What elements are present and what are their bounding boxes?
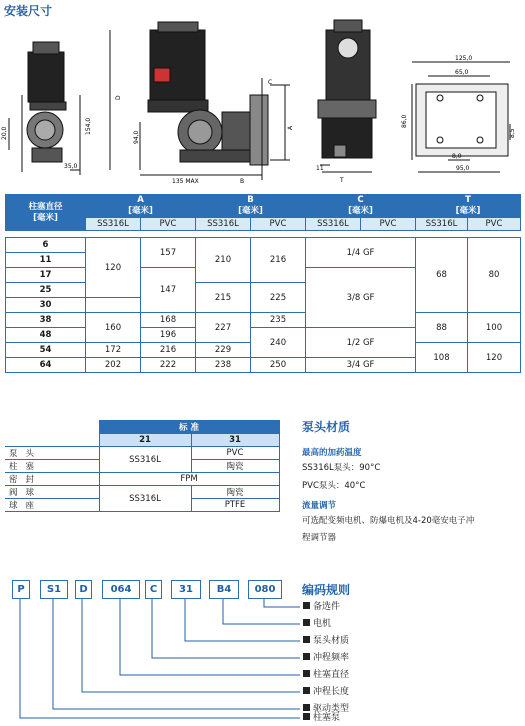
max-temp-title: 最高的加药温度 (302, 448, 362, 458)
materials-cell: 陶瓷 (191, 460, 279, 473)
legend-item: 泵头材质 (303, 635, 349, 647)
side-view-drawing (318, 20, 376, 172)
legend-item: 驱动类型 (303, 703, 349, 715)
temp-pvc-text: PVC泵头：40°C (302, 481, 366, 491)
materials-cell: SS316L (99, 447, 191, 473)
materials-header: 标 准 (99, 421, 279, 434)
dim-label: A (287, 125, 294, 130)
cell-b-pvc: 225 (251, 283, 306, 313)
dim-label: 8,0 (452, 153, 462, 160)
cell-b-ss: 229 (196, 343, 251, 358)
table-row-diameter: 54 (6, 343, 86, 358)
materials-row-label: 阀球 (5, 486, 99, 499)
dim-label: 154,0 (85, 117, 92, 135)
cell-b-pvc: 250 (251, 358, 306, 373)
cell-a-ss: 120 (86, 238, 141, 298)
dim-label: 11 (316, 165, 324, 172)
table-row-diameter: 17 (6, 268, 86, 283)
materials-col-21: 21 (99, 434, 191, 447)
cell-c: 1/4 GF (306, 238, 416, 268)
table-row-diameter: 6 (6, 238, 86, 253)
sub-header: SS316L (196, 218, 251, 231)
legend-item: 冲程长度 (303, 686, 349, 698)
cell-a-ss: 160 (86, 313, 141, 343)
materials-cell: 陶瓷 (191, 486, 279, 499)
cell-c: 3/4 GF (306, 358, 416, 373)
cell-a-pvc: 196 (141, 328, 196, 343)
cell-t-pvc: 80 (468, 238, 521, 313)
code-rule-title: 编码规则 (302, 583, 351, 597)
sub-header: PVC (468, 218, 521, 231)
cell-t-pvc: 120 (468, 343, 521, 373)
cell-t-pvc: 100 (468, 313, 521, 343)
cell-a-ss: 172 (86, 343, 141, 358)
dim-label: 35,0 (64, 163, 78, 170)
cell-a-pvc: 147 (141, 268, 196, 313)
materials-col-31: 31 (191, 434, 279, 447)
cell-t-ss: 108 (416, 343, 468, 373)
flow-text-1: 可选配变频电机、防爆电机及4-20毫安电子冲 (302, 516, 475, 526)
dim-label: C (268, 79, 273, 86)
materials-cell: FPM (99, 473, 279, 486)
flow-title: 流量调节 (302, 501, 337, 511)
materials-row-label: 柱塞 (5, 460, 99, 473)
code-box: P (12, 580, 30, 599)
code-box: C (145, 580, 162, 599)
sub-header: PVC (361, 218, 416, 231)
code-box: 064 (102, 580, 140, 599)
dim-label: D (115, 95, 122, 100)
cell-b-pvc: 235 (251, 313, 306, 328)
temp-ss-text: SS316L泵头：90°C (302, 463, 381, 473)
table-row-diameter: 25 (6, 283, 86, 298)
dim-label: 95,0 (456, 165, 470, 172)
cell-b-ss: 215 (196, 283, 251, 313)
dim-label: 65,0 (455, 69, 469, 76)
legend-item: 柱塞直径 (303, 669, 349, 681)
cell-b-ss: 210 (196, 238, 251, 283)
col-header-a: A [毫米] (86, 195, 196, 218)
col-header-c: C [毫米] (306, 195, 416, 218)
cell-a-ss-empty (86, 298, 141, 313)
col-header-t: T [毫米] (416, 195, 521, 218)
cell-b-pvc: 240 (251, 328, 306, 358)
cell-a-pvc: 222 (141, 358, 196, 373)
front-view-drawing (9, 22, 290, 180)
legend-item: 备选件 (303, 601, 340, 613)
dim-label: 20,0 (1, 126, 8, 140)
legend-item: 柱塞泵 (303, 712, 340, 724)
materials-row-label: 球座 (5, 499, 99, 512)
cell-a-pvc: 168 (141, 313, 196, 328)
col-header-diameter: 柱塞直径 [毫米] (6, 195, 86, 231)
flow-text-2: 程调节器 (302, 533, 337, 543)
materials-cell: PTFE (191, 499, 279, 512)
materials-row-label: 泵头 (5, 447, 99, 460)
col-header-b: B [毫米] (196, 195, 306, 218)
section-title: 安装尺寸 (4, 4, 53, 18)
dim-label: 94,0 (133, 130, 140, 144)
pump-head-material-title: 泵头材质 (302, 420, 351, 434)
dim-label: 135 MAX (172, 178, 199, 185)
code-box: 31 (171, 580, 201, 599)
table-row-diameter: 30 (6, 298, 86, 313)
materials-row-label: 密封 (5, 473, 99, 486)
sub-header: PVC (251, 218, 306, 231)
dimension-drawings (0, 16, 525, 191)
sub-header: SS316L (416, 218, 468, 231)
table-row-diameter: 64 (6, 358, 86, 373)
table-row-diameter: 11 (6, 253, 86, 268)
cell-a-pvc: 157 (141, 238, 196, 268)
code-box: B4 (209, 580, 239, 599)
dim-label: B (240, 178, 245, 185)
materials-cell: SS316L (99, 486, 191, 512)
code-box: D (75, 580, 92, 599)
cell-c: 1/2 GF (306, 328, 416, 358)
cell-t-ss: 68 (416, 238, 468, 313)
dim-label: 8,5 (509, 128, 516, 138)
dim-label: T (340, 177, 344, 184)
cell-b-pvc: 216 (251, 238, 306, 283)
cell-t-ss: 88 (416, 313, 468, 343)
sub-header: PVC (141, 218, 196, 231)
cell-c: 3/8 GF (306, 268, 416, 328)
materials-cell: PVC (191, 447, 279, 460)
cell-a-ss: 202 (86, 358, 141, 373)
dim-label: 86,0 (401, 114, 408, 128)
code-box: 080 (248, 580, 282, 599)
legend-item: 电机 (303, 618, 331, 630)
table-row-diameter: 38 (6, 313, 86, 328)
table-row-diameter: 48 (6, 328, 86, 343)
cell-b-ss: 227 (196, 313, 251, 343)
dimension-table (5, 194, 521, 373)
code-box: S1 (40, 580, 68, 599)
materials-table (5, 420, 280, 512)
cell-a-pvc: 216 (141, 343, 196, 358)
cell-b-ss: 238 (196, 358, 251, 373)
legend-item: 冲程频率 (303, 652, 349, 664)
dim-label: 125,0 (455, 55, 473, 62)
sub-header: SS316L (306, 218, 361, 231)
sub-header: SS316L (86, 218, 141, 231)
code-connector-lines (0, 580, 310, 722)
